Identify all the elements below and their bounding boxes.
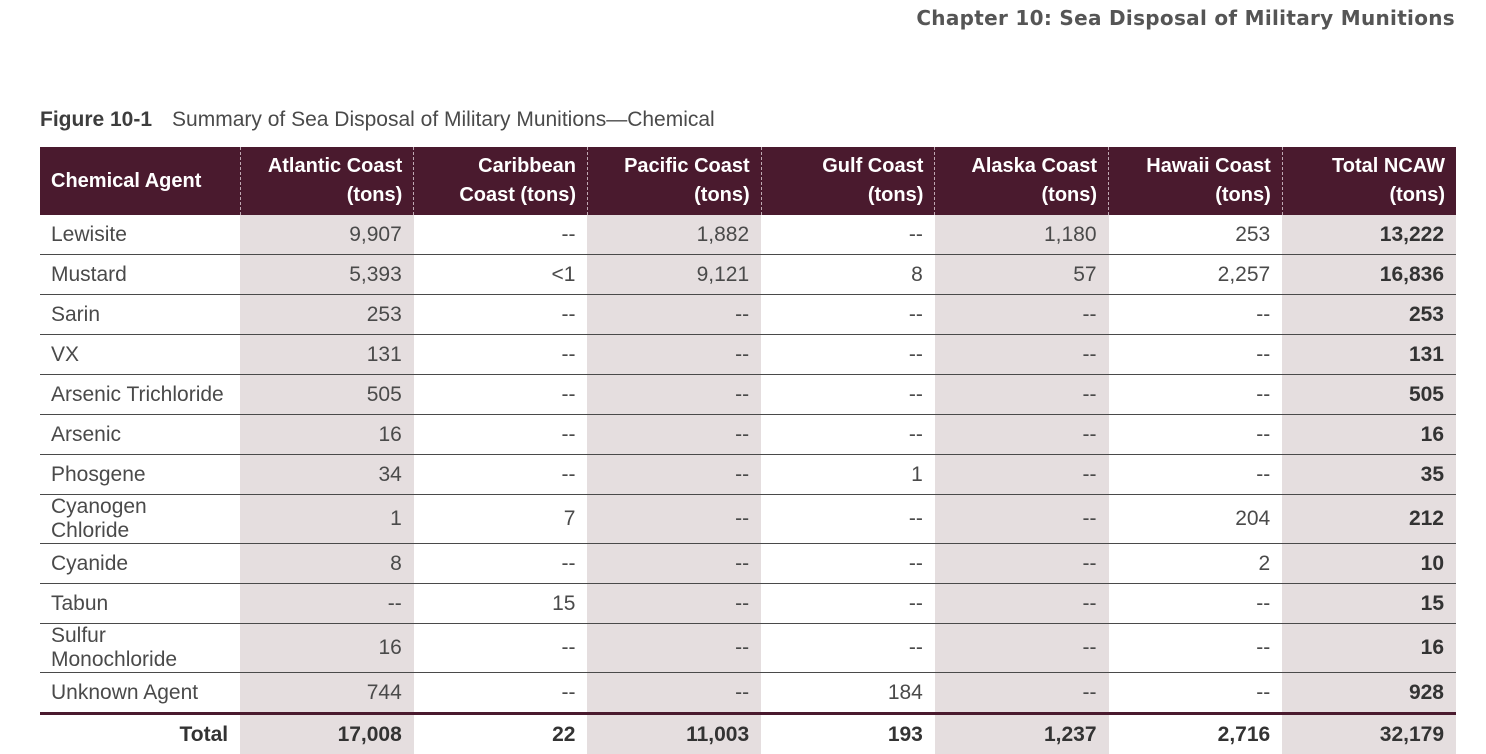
table-row bbox=[40, 255, 1456, 295]
value-cell: -- bbox=[935, 335, 1109, 375]
column-header-line1: Atlantic Coast bbox=[252, 152, 403, 181]
column-header-line1: Pacific Coast bbox=[599, 152, 750, 181]
value-cell: 193 bbox=[761, 714, 935, 754]
total-cell: 15 bbox=[1282, 584, 1456, 624]
table-row bbox=[40, 673, 1456, 714]
table-body bbox=[40, 215, 1456, 754]
value-cell: 16 bbox=[240, 624, 414, 673]
value-cell: 184 bbox=[761, 673, 935, 714]
column-header bbox=[1109, 147, 1283, 215]
agent-name: VX bbox=[40, 335, 240, 375]
total-cell: 35 bbox=[1282, 455, 1456, 495]
value-cell: 8 bbox=[240, 544, 414, 584]
total-cell: 13,222 bbox=[1282, 215, 1456, 255]
value-cell: -- bbox=[761, 584, 935, 624]
value-cell: 1 bbox=[761, 455, 935, 495]
value-cell: -- bbox=[761, 375, 935, 415]
value-cell: 2,716 bbox=[1109, 714, 1283, 754]
value-cell: 505 bbox=[240, 375, 414, 415]
chapter-title: Chapter 10: Sea Disposal of Military Munitions bbox=[916, 6, 1455, 30]
agent-name: Sulfur Monochloride bbox=[40, 624, 240, 673]
table-row bbox=[40, 375, 1456, 415]
value-cell: 1,882 bbox=[587, 215, 761, 255]
value-cell: 253 bbox=[240, 295, 414, 335]
value-cell: -- bbox=[587, 495, 761, 544]
value-cell: -- bbox=[761, 335, 935, 375]
total-cell: 505 bbox=[1282, 375, 1456, 415]
value-cell: -- bbox=[935, 415, 1109, 455]
column-header-line1: Caribbean bbox=[425, 152, 576, 181]
agent-name: Arsenic bbox=[40, 415, 240, 455]
column-header-line2: (tons) bbox=[252, 181, 403, 210]
value-cell: -- bbox=[587, 375, 761, 415]
value-cell: -- bbox=[587, 295, 761, 335]
total-cell: 253 bbox=[1282, 295, 1456, 335]
value-cell: 7 bbox=[414, 495, 588, 544]
total-label: Total bbox=[40, 714, 240, 754]
value-cell: 17,008 bbox=[240, 714, 414, 754]
value-cell: -- bbox=[414, 544, 588, 584]
value-cell: -- bbox=[935, 624, 1109, 673]
value-cell: 2 bbox=[1109, 544, 1283, 584]
table-row bbox=[40, 495, 1456, 544]
value-cell: 16 bbox=[240, 415, 414, 455]
value-cell: -- bbox=[1109, 295, 1283, 335]
column-header-line2: Coast (tons) bbox=[425, 181, 576, 210]
column-header-line2: (tons) bbox=[773, 181, 924, 210]
agent-name: Sarin bbox=[40, 295, 240, 335]
value-cell: -- bbox=[414, 673, 588, 714]
total-cell: 10 bbox=[1282, 544, 1456, 584]
value-cell: 1,180 bbox=[935, 215, 1109, 255]
value-cell: 9,121 bbox=[587, 255, 761, 295]
agent-name: Phosgene bbox=[40, 455, 240, 495]
figure-caption bbox=[40, 108, 715, 132]
value-cell: -- bbox=[1109, 624, 1283, 673]
value-cell: -- bbox=[414, 624, 588, 673]
column-header bbox=[1282, 147, 1456, 215]
total-cell: 131 bbox=[1282, 335, 1456, 375]
value-cell: -- bbox=[587, 624, 761, 673]
value-cell: 22 bbox=[414, 714, 588, 754]
value-cell: -- bbox=[1109, 415, 1283, 455]
table-row bbox=[40, 415, 1456, 455]
table-row bbox=[40, 584, 1456, 624]
column-header bbox=[240, 147, 414, 215]
value-cell: -- bbox=[1109, 375, 1283, 415]
table-row bbox=[40, 544, 1456, 584]
value-cell: 2,257 bbox=[1109, 255, 1283, 295]
value-cell: -- bbox=[1109, 455, 1283, 495]
total-cell: 212 bbox=[1282, 495, 1456, 544]
table-row bbox=[40, 295, 1456, 335]
value-cell: 744 bbox=[240, 673, 414, 714]
table-row bbox=[40, 455, 1456, 495]
agent-name: Cyanogen Chloride bbox=[40, 495, 240, 544]
value-cell: -- bbox=[935, 455, 1109, 495]
column-header-line1: Alaska Coast bbox=[946, 152, 1097, 181]
figure-title: Summary of Sea Disposal of Military Munitions—Chemical bbox=[172, 108, 715, 131]
column-header-line2: (tons) bbox=[1294, 181, 1445, 210]
value-cell: -- bbox=[240, 584, 414, 624]
value-cell: 34 bbox=[240, 455, 414, 495]
agent-name: Tabun bbox=[40, 584, 240, 624]
agent-name: Cyanide bbox=[40, 544, 240, 584]
column-header-line1: Total NCAW bbox=[1294, 152, 1445, 181]
total-cell: 16 bbox=[1282, 415, 1456, 455]
value-cell: -- bbox=[761, 415, 935, 455]
value-cell: -- bbox=[414, 295, 588, 335]
value-cell: -- bbox=[587, 335, 761, 375]
value-cell: -- bbox=[935, 584, 1109, 624]
value-cell: -- bbox=[1109, 335, 1283, 375]
agent-name: Arsenic Trichloride bbox=[40, 375, 240, 415]
total-cell: 16 bbox=[1282, 624, 1456, 673]
munitions-table bbox=[40, 147, 1456, 754]
value-cell: -- bbox=[935, 544, 1109, 584]
column-header-line1: Gulf Coast bbox=[773, 152, 924, 181]
value-cell: -- bbox=[414, 415, 588, 455]
total-row bbox=[40, 714, 1456, 754]
value-cell: 8 bbox=[761, 255, 935, 295]
agent-name: Unknown Agent bbox=[40, 673, 240, 714]
value-cell: -- bbox=[414, 375, 588, 415]
column-header-line2: (tons) bbox=[946, 181, 1097, 210]
value-cell: -- bbox=[935, 495, 1109, 544]
table-header-row bbox=[40, 147, 1456, 215]
value-cell: 1 bbox=[240, 495, 414, 544]
value-cell: 204 bbox=[1109, 495, 1283, 544]
value-cell: -- bbox=[935, 375, 1109, 415]
value-cell: -- bbox=[587, 455, 761, 495]
value-cell: 131 bbox=[240, 335, 414, 375]
value-cell: -- bbox=[761, 624, 935, 673]
value-cell: -- bbox=[761, 295, 935, 335]
column-header-line1: Chemical Agent bbox=[51, 167, 229, 196]
total-cell: 32,179 bbox=[1282, 714, 1456, 754]
value-cell: -- bbox=[414, 215, 588, 255]
value-cell: -- bbox=[761, 495, 935, 544]
value-cell: -- bbox=[587, 415, 761, 455]
total-cell: 928 bbox=[1282, 673, 1456, 714]
value-cell: 57 bbox=[935, 255, 1109, 295]
value-cell: -- bbox=[1109, 673, 1283, 714]
total-cell: 16,836 bbox=[1282, 255, 1456, 295]
column-header bbox=[587, 147, 761, 215]
value-cell: 5,393 bbox=[240, 255, 414, 295]
value-cell: <1 bbox=[414, 255, 588, 295]
value-cell: -- bbox=[935, 673, 1109, 714]
value-cell: -- bbox=[935, 295, 1109, 335]
column-header-line1: Hawaii Coast bbox=[1120, 152, 1271, 181]
value-cell: -- bbox=[761, 544, 935, 584]
value-cell: -- bbox=[1109, 584, 1283, 624]
value-cell: 9,907 bbox=[240, 215, 414, 255]
value-cell: -- bbox=[414, 335, 588, 375]
value-cell: 1,237 bbox=[935, 714, 1109, 754]
value-cell: -- bbox=[414, 455, 588, 495]
value-cell: -- bbox=[587, 673, 761, 714]
column-header-line2: (tons) bbox=[1120, 181, 1271, 210]
table-row bbox=[40, 335, 1456, 375]
column-header bbox=[761, 147, 935, 215]
value-cell: -- bbox=[587, 584, 761, 624]
value-cell: 15 bbox=[414, 584, 588, 624]
table-row bbox=[40, 624, 1456, 673]
column-header bbox=[414, 147, 588, 215]
column-header-agent bbox=[40, 147, 240, 215]
column-header-line2: (tons) bbox=[599, 181, 750, 210]
value-cell: -- bbox=[587, 544, 761, 584]
figure-number: Figure 10-1 bbox=[40, 108, 152, 131]
value-cell: -- bbox=[761, 215, 935, 255]
value-cell: 11,003 bbox=[587, 714, 761, 754]
value-cell: 253 bbox=[1109, 215, 1283, 255]
table-row bbox=[40, 215, 1456, 255]
agent-name: Mustard bbox=[40, 255, 240, 295]
agent-name: Lewisite bbox=[40, 215, 240, 255]
column-header bbox=[935, 147, 1109, 215]
